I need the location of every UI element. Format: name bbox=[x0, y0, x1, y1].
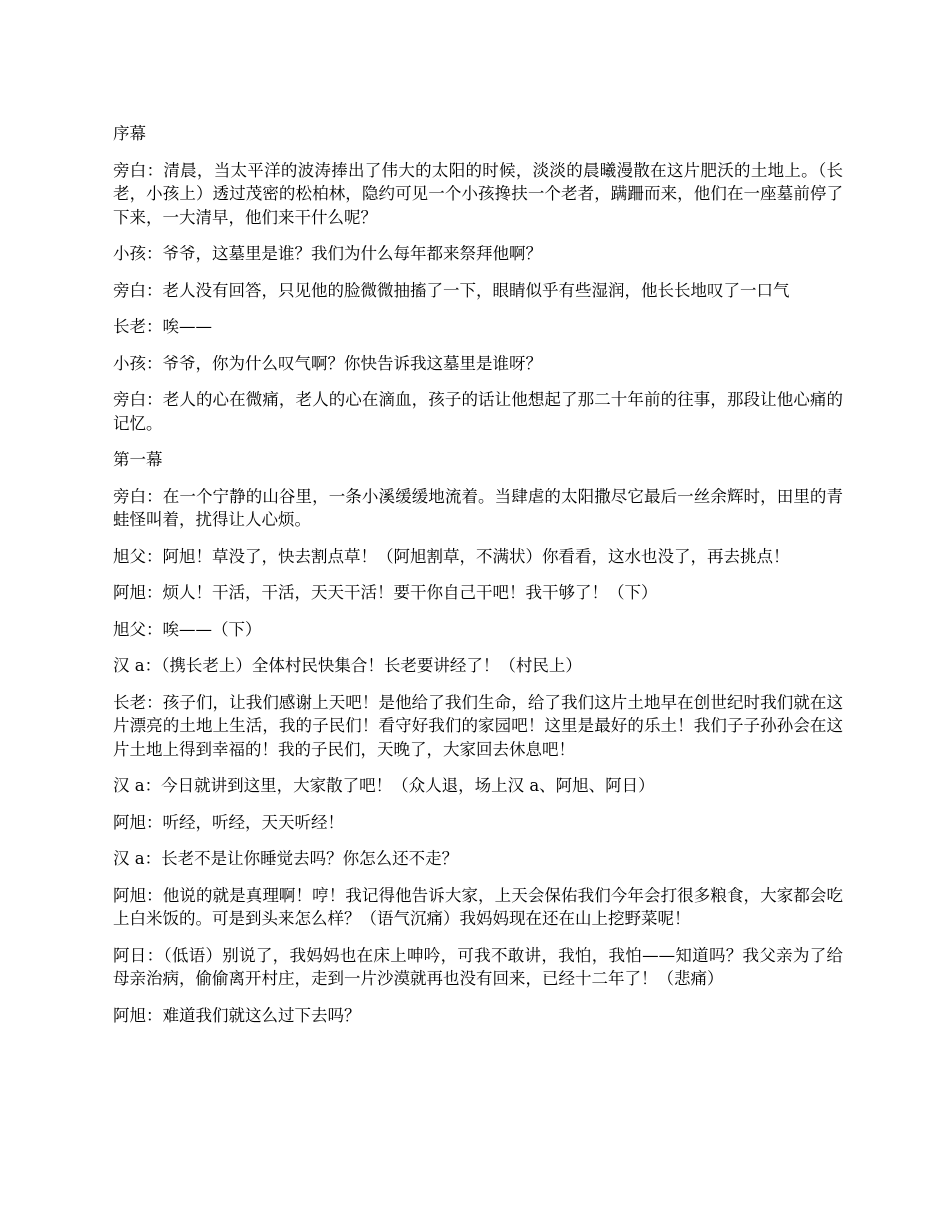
dialogue-line: 旁白：老人的心在微痛，老人的心在滴血，孩子的话让他想起了那二十年前的往事，那段让他心痛的记忆。 bbox=[113, 390, 843, 433]
dialogue-line: 小孩：爷爷，你为什么叹气啊？你快告诉我这墓里是谁呀？ bbox=[113, 353, 542, 373]
dialogue-line: 汉 a：今日就讲到这里，大家散了吧！（众人退，场上汉 a、阿旭、阿日） bbox=[113, 776, 655, 795]
dialogue-line: 阿旭：听经，听经，天天听经！ bbox=[113, 812, 344, 832]
document-page bbox=[113, 122, 843, 1040]
dialogue-line: 汉 a：（携长老上）全体村民快集合！长老要讲经了！（村民上） bbox=[113, 656, 582, 675]
dialogue-line: 旁白：在一个宁静的山谷里，一条小溪缓缓地流着。当肆虐的太阳撒尽它最后一丝余辉时，田里的青蛙怪叫着，扰得让人心烦。 bbox=[113, 486, 843, 529]
dialogue-line: 旭父：唉——（下） bbox=[113, 619, 262, 639]
dialogue-line: 长老：孩子们，让我们感谢上天吧！是他给了我们生命，给了我们这片土地早在创世纪时我们就在这片漂亮的土地上生活，我的子民们！看守好我们的家园吧！这里是最好的乐土！我们子子孙孙会在这片土地上得到幸福的！我的子民们，天晚了，大家回去休息吧！ bbox=[113, 692, 843, 759]
dialogue-line: 阿日：（低语）别说了，我妈妈也在床上呻吟，可我不敢讲，我怕，我怕——知道吗？我父亲为了给母亲治病，偷偷离开村庄，走到一片沙漠就再也没有回来，已经十二年了！（悲痛） bbox=[113, 945, 843, 988]
dialogue-line: 旁白：老人没有回答，只见他的脸微微抽搐了一下，眼睛似乎有些湿润，他长长地叹了一口气 bbox=[113, 280, 790, 300]
dialogue-line: 阿旭：他说的就是真理啊！哼！我记得他告诉大家，上天会保佑我们今年会打很多粮食，大家都会吃上白米饭的。可是到头来怎么样？（语气沉痛）我妈妈现在还在山上挖野菜呢！ bbox=[113, 885, 843, 928]
dialogue-line: 长老：唉—— bbox=[113, 317, 212, 336]
dialogue-line: 阿旭：烦人！干活，干活，天天干活！要干你自己干吧！我干够了！（下） bbox=[113, 583, 658, 602]
dialogue-line: 旭父：阿旭！草没了，快去割点草！（阿旭割草，不满状）你看看，这水也没了，再去挑点！ bbox=[113, 546, 790, 566]
section-heading-prologue: 序幕 bbox=[113, 124, 146, 143]
dialogue-line: 小孩：爷爷，这墓里是谁？我们为什么每年都来祭拜他啊？ bbox=[113, 244, 542, 263]
dialogue-line: 阿旭：难道我们就这么过下去吗？ bbox=[113, 1005, 361, 1025]
dialogue-line: 旁白：清晨，当太平洋的波涛捧出了伟大的太阳的时候，淡淡的晨曦漫散在这片肥沃的土地上。（长老，小孩上）透过茂密的松柏林，隐约可见一个小孩搀扶一个老者，蹒跚而来，他们在一座墓前停了下来，一大清早，他们来干什么呢？ bbox=[113, 160, 843, 227]
dialogue-line: 汉 a：长老不是让你睡觉去吗？你怎么还不走？ bbox=[113, 849, 459, 868]
section-heading-act-one: 第一幕 bbox=[113, 450, 163, 469]
